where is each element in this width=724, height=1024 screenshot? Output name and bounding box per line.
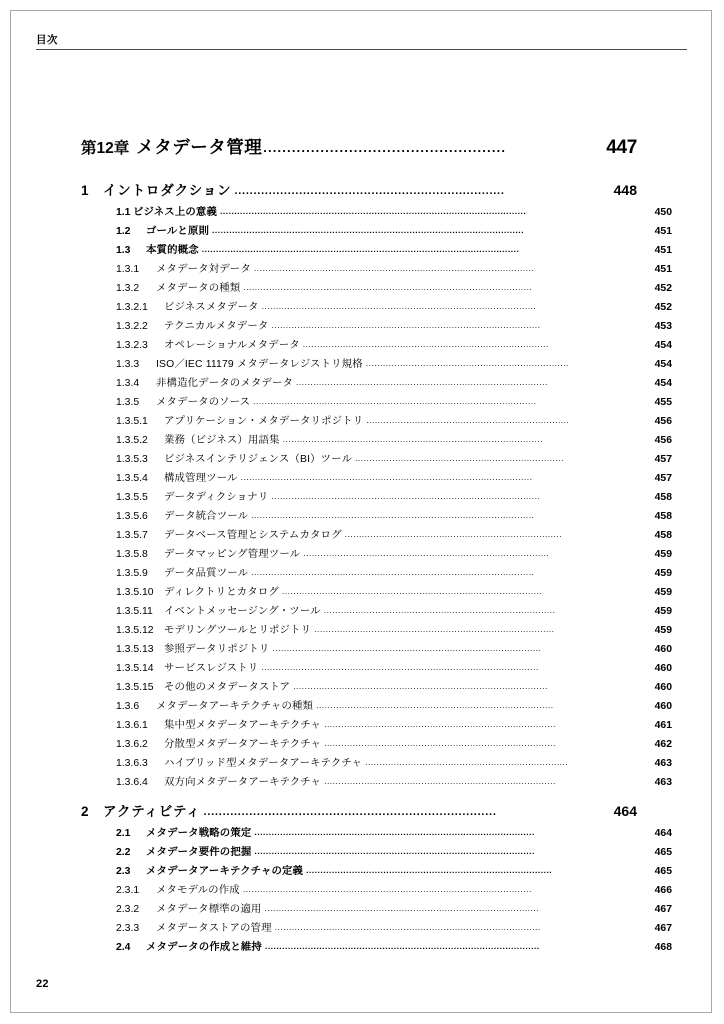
leader-dots: ...................................................................................... [302, 339, 549, 349]
leader-dots: ................................................................................. [323, 605, 556, 615]
toc-entry-page-number: 468 [654, 942, 672, 953]
leader-dots: ................................................................................. [324, 719, 556, 729]
toc-entry-number: 1.3.6.1 [116, 720, 148, 731]
toc-entry-number: 1.3.2 [116, 283, 140, 294]
toc-entry-title: データ統合ツール [164, 511, 249, 522]
toc-entry[interactable] [81, 824, 672, 843]
toc-entry[interactable] [81, 507, 672, 526]
toc-entry-title: メタデータアーキテクチャの定義 [146, 866, 304, 877]
toc-entry-page-number: 459 [654, 625, 672, 636]
toc-entry-page-number: 460 [654, 663, 672, 674]
toc-entry-number: 2.1 [116, 828, 131, 839]
leader-dots: ....................................................................... [365, 757, 569, 767]
toc-entry-page-number: 461 [654, 720, 672, 731]
toc-entry-title: メタモデルの作成 [156, 885, 240, 896]
toc-entry-number: 1.3.5.13 [116, 644, 154, 655]
toc-entry-number: 1.3.6.3 [116, 758, 148, 769]
toc-entry-title: ディレクトリとカタログ [164, 587, 279, 598]
leader-dots: ........................................................................................................... [220, 206, 527, 216]
toc-entry[interactable] [81, 431, 672, 450]
toc-entry-title: テクニカルメタデータ [164, 321, 269, 332]
toc-entry-page-number: 462 [654, 739, 672, 750]
toc-entry-title: メタデータの作成と維持 [146, 942, 262, 953]
leader-dots: ............................................................................. [203, 806, 497, 818]
header-rule [36, 49, 687, 50]
toc-entry-number: 1.3.5.8 [116, 549, 148, 560]
toc-entry-number: 2.4 [116, 942, 131, 953]
toc-entry-page-number: 467 [654, 923, 672, 934]
chapter-title: メタデータ管理 [136, 137, 263, 157]
toc-entry-page-number: 450 [654, 207, 672, 218]
toc-entry-title: データマッピング管理ツール [164, 549, 301, 560]
toc-entry-title: メタデータ対データ [156, 264, 251, 275]
leader-dots: ................................................................................................... [251, 510, 535, 520]
toc-entry-title: 非構造化データのメタデータ [156, 378, 294, 389]
toc-entry-page-number: 458 [654, 511, 672, 522]
toc-entry-title: アプリケーション・メタデータリポジトリ [164, 416, 364, 427]
toc-entry-number: 2.3 [116, 866, 131, 877]
toc-entry-number: 1.3.6.4 [116, 777, 148, 788]
folio-page-number: 22 [36, 978, 49, 990]
toc-entry-number: 1.3.5.12 [116, 625, 154, 636]
toc-entry-page-number: 454 [654, 378, 672, 389]
toc-entry[interactable] [81, 564, 672, 583]
toc-entry[interactable] [81, 412, 672, 431]
leader-dots: ................................................................................................ [261, 301, 537, 311]
toc-entry[interactable] [81, 317, 672, 336]
toc-entry-number: 1.3.2.3 [116, 340, 148, 351]
toc-entry[interactable] [81, 583, 672, 602]
leader-dots: ....................................................................... [366, 415, 570, 425]
leader-dots: ............................................................................ [344, 529, 563, 539]
leader-dots: ....................................................................... [365, 358, 569, 368]
toc-entry-page-number: 458 [654, 530, 672, 541]
toc-entry-title: その他のメタデータストア [164, 682, 291, 693]
leader-dots: .............................................................................................. [272, 643, 542, 653]
toc-entry-number: 2.3.3 [116, 923, 140, 934]
toc-entry-page-number: 459 [654, 606, 672, 617]
toc-entry[interactable] [81, 469, 672, 488]
toc-entry-number: 1.3.5.14 [116, 663, 154, 674]
toc-entry-title: メタデータストアの管理 [156, 923, 272, 934]
leader-dots: ........................................................................................... [282, 434, 544, 444]
toc-entry-number: 1.3 [116, 245, 131, 256]
toc-entry[interactable] [81, 919, 672, 938]
toc-entry-page-number: 467 [654, 904, 672, 915]
toc-entry[interactable] [81, 754, 672, 773]
toc-entry-title: ゴールと原則 [146, 226, 210, 237]
toc-entry-page-number: 460 [654, 682, 672, 693]
leader-dots: ........................................................................................... [281, 586, 543, 596]
toc-entry[interactable] [81, 640, 672, 659]
toc-entry-page-number: 465 [654, 866, 672, 877]
toc-entry-title: ビジネスインテリジェンス（BI）ツール [164, 454, 353, 465]
toc-entry-number: 1.3.5.3 [116, 454, 148, 465]
leader-dots: ................................................................................................ [264, 903, 540, 913]
toc-entry[interactable] [81, 450, 672, 469]
toc-entry-page-number: 455 [654, 397, 672, 408]
table-of-contents [81, 136, 672, 957]
toc-entry[interactable] [81, 716, 672, 735]
leader-dots: ................................................... [263, 140, 507, 155]
leader-dots: ...................................................................................................... [240, 472, 533, 482]
toc-entry-page-number: 465 [654, 847, 672, 858]
toc-entry-page-number: 459 [654, 549, 672, 560]
toc-entry-title: 双方向メタデータアーキテクチャ [164, 777, 322, 788]
toc-entry-page-number: 463 [654, 758, 672, 769]
toc-entry-title: メタデータ要件の把握 [146, 847, 252, 858]
toc-entry[interactable] [81, 488, 672, 507]
toc-entry-page-number: 459 [654, 587, 672, 598]
toc-entry-page-number: 454 [654, 359, 672, 370]
leader-dots: .................................................................................................. [253, 263, 535, 273]
leader-dots: ............................................................................................................... [201, 244, 520, 254]
toc-entry[interactable] [81, 393, 672, 412]
toc-entry-title: データ品質ツール [164, 568, 249, 579]
toc-entry-number: 1.3.5.7 [116, 530, 148, 541]
toc-entry[interactable] [81, 222, 672, 241]
toc-entry-number: 1.3.5.2 [116, 435, 148, 446]
toc-entry-page-number: 448 [613, 182, 637, 198]
running-header [36, 33, 687, 47]
leader-dots: ................................................................................................... [251, 567, 535, 577]
toc-entry-title: イベントメッセージング・ツール [164, 606, 321, 617]
toc-entry-list [81, 180, 672, 957]
toc-entry-number: 2.2 [116, 847, 131, 858]
leader-dots: ......................................................................................... [293, 681, 548, 691]
toc-entry-title: オペレーショナルメタデータ [164, 340, 300, 351]
toc-entry[interactable] [81, 241, 672, 260]
toc-entry-number: 1.3.5.10 [116, 587, 154, 598]
toc-entry-title: 集中型メタデータアーキテクチャ [164, 720, 322, 731]
leader-dots: .................................................................................................. [254, 827, 535, 837]
leader-dots: ........................................................................................ [296, 377, 548, 387]
toc-entry-title: イントロダクション [103, 183, 232, 198]
toc-entry-number: 1.3.1 [116, 264, 140, 275]
toc-entry[interactable] [81, 773, 672, 792]
toc-entry-title: ビジネス上の意義 [133, 207, 218, 218]
toc-entry-title: 参照データリポジトリ [164, 644, 270, 655]
toc-entry-number: 1.3.5.11 [116, 606, 153, 617]
toc-entry-title: メタデータ標準の適用 [156, 904, 262, 915]
leader-dots: ............................................................................................................. [212, 225, 524, 235]
leader-dots: ...................................................................................... [306, 865, 553, 875]
toc-entry-number: 1.3.2.2 [116, 321, 148, 332]
toc-entry[interactable] [81, 938, 672, 957]
leader-dots: ................................................................................................ [264, 941, 540, 951]
chapter-number: 第12章 [81, 140, 130, 157]
toc-entry-title: メタデータのソース [156, 397, 251, 408]
toc-entry-number: 2.3.1 [116, 885, 140, 896]
toc-chapter-entry[interactable] [81, 136, 637, 160]
toc-entry-page-number: 456 [654, 416, 672, 427]
toc-entry[interactable] [81, 659, 672, 678]
toc-entry-page-number: 466 [654, 885, 672, 896]
toc-entry[interactable] [81, 260, 672, 279]
toc-entry-number: 1.3.5.4 [116, 473, 148, 484]
toc-entry-page-number: 452 [654, 283, 672, 294]
toc-entry-page-number: 459 [654, 568, 672, 579]
toc-entry[interactable] [81, 526, 672, 545]
toc-entry-title: 本質的概念 [146, 245, 199, 256]
toc-entry-number: 1.3.5.1 [116, 416, 148, 427]
toc-entry[interactable] [81, 697, 672, 716]
toc-entry-title: メタデータアーキテクチャの種類 [156, 701, 314, 712]
leader-dots: ............................................................................................. [274, 922, 541, 932]
toc-entry-number: 1.3.2.1 [116, 302, 148, 313]
toc-entry-number: 2 [81, 804, 89, 819]
leader-dots: ......................................................................... [355, 453, 564, 463]
toc-entry-title: アクティビティ [103, 804, 201, 819]
toc-entry-page-number: 460 [654, 644, 672, 655]
toc-entry-title: ハイブリッド型メタデータアーキテクチャ [164, 758, 363, 769]
toc-entry-page-number: 457 [654, 454, 672, 465]
toc-entry-page-number: 464 [613, 803, 637, 819]
leader-dots: ................................................................................................. [261, 662, 539, 672]
toc-entry-page-number: 460 [654, 701, 672, 712]
toc-entry-title: メタデータ戦略の策定 [146, 828, 252, 839]
toc-entry-number: 1.3.3 [116, 359, 140, 370]
toc-entry-number: 1.2 [116, 226, 131, 237]
toc-entry-title: ISO／IEC 11179 メタデータレジストリ規格 [156, 359, 363, 370]
toc-entry-page-number: 451 [654, 245, 672, 256]
toc-entry[interactable] [81, 678, 672, 697]
toc-entry-page-number: 451 [654, 226, 672, 237]
toc-entry-number: 1.1 [116, 207, 131, 218]
running-header-label: 目次 [36, 34, 58, 46]
toc-entry[interactable] [81, 374, 672, 393]
leader-dots: ................................................................................. [324, 776, 556, 786]
toc-entry-number: 1.3.4 [116, 378, 140, 389]
toc-entry-page-number: 464 [654, 828, 672, 839]
toc-entry-title: ビジネスメタデータ [164, 302, 259, 313]
leader-dots: .............................................................................................. [271, 491, 541, 501]
toc-entry[interactable] [81, 279, 672, 298]
leader-dots: ..................................................................................................... [243, 282, 533, 292]
toc-entry[interactable] [81, 203, 672, 222]
document-page [10, 10, 712, 1013]
toc-entry-title: 構成管理ツール [164, 473, 238, 484]
toc-entry-number: 1.3.5 [116, 397, 140, 408]
toc-entry-title: 業務（ビジネス）用語集 [164, 435, 280, 446]
leader-dots: ................................................................................................... [253, 396, 537, 406]
leader-dots: .................................................................................................. [254, 846, 535, 856]
toc-entry[interactable] [81, 900, 672, 919]
toc-entry[interactable] [81, 336, 672, 355]
toc-entry-number: 1.3.6.2 [116, 739, 148, 750]
leader-dots: ...................................................................................... [303, 548, 550, 558]
toc-entry[interactable] [81, 180, 637, 203]
toc-entry-page-number: 458 [654, 492, 672, 503]
toc-entry-number: 2.3.2 [116, 904, 140, 915]
toc-entry[interactable] [81, 843, 672, 862]
toc-entry[interactable] [81, 881, 672, 900]
toc-entry-page-number: 451 [654, 264, 672, 275]
toc-entry-page-number: 457 [654, 473, 672, 484]
toc-entry-title: メタデータの種類 [156, 283, 241, 294]
toc-entry[interactable] [81, 735, 672, 754]
leader-dots: .................................................................................... [314, 624, 555, 634]
leader-dots: ................................................................................... [316, 700, 554, 710]
toc-entry-number: 1.3.5.5 [116, 492, 148, 503]
leader-dots: ................................................................................. [324, 738, 556, 748]
toc-entry[interactable] [81, 355, 672, 374]
toc-entry-number: 1.3.5.6 [116, 511, 148, 522]
toc-entry[interactable] [81, 545, 672, 564]
toc-entry[interactable] [81, 602, 672, 621]
toc-entry[interactable] [81, 801, 637, 824]
toc-entry[interactable] [81, 862, 672, 881]
toc-entry-page-number: 454 [654, 340, 672, 351]
toc-entry-page-number: 452 [654, 302, 672, 313]
toc-entry-title: モデリングツールとリポジトリ [164, 625, 312, 636]
toc-entry-page-number: 463 [654, 777, 672, 788]
toc-entry-title: サービスレジストリ [164, 663, 259, 674]
toc-entry-number: 1 [81, 183, 89, 198]
toc-entry[interactable] [81, 298, 672, 317]
toc-entry-title: データディクショナリ [164, 492, 269, 503]
chapter-page-number: 447 [606, 137, 637, 158]
leader-dots: ..................................................................................................... [242, 884, 532, 894]
leader-dots: ....................................................................... [234, 185, 505, 197]
toc-entry-number: 1.3.5.15 [116, 682, 154, 693]
toc-entry-title: データベース管理とシステムカタログ [164, 530, 342, 541]
toc-entry-number: 1.3.6 [116, 701, 140, 712]
toc-entry[interactable] [81, 621, 672, 640]
toc-entry-title: 分散型メタデータアーキテクチャ [164, 739, 322, 750]
leader-dots: .............................................................................................. [271, 320, 541, 330]
toc-entry-page-number: 456 [654, 435, 672, 446]
toc-entry-page-number: 453 [654, 321, 672, 332]
toc-entry-number: 1.3.5.9 [116, 568, 148, 579]
